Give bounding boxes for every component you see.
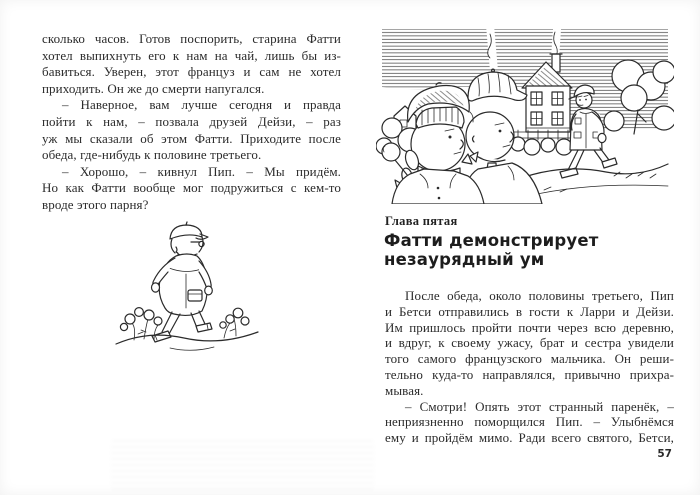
text-line: После обеда, около половины третьего, Пип — [405, 288, 674, 303]
text-line: и Бетси отправились в гости к Ларри и Дейзи. — [385, 303, 674, 319]
page-show-through — [110, 440, 375, 490]
walking-boy-illustration — [112, 218, 262, 353]
text-line: хотел выпихнуть его к нам на чай, лишь бы из- — [42, 47, 341, 63]
text-line: сколько часов. Готов поспорить, старина Фатти — [42, 31, 341, 46]
text-line: приходить. Он же до смерти напугался. — [42, 80, 265, 96]
right-text-column — [385, 288, 674, 446]
text-line: Им пришлось пройти почти через всю деревню, — [385, 319, 674, 335]
text-line: пойти к нам, – позвала друзей Дейзи, – раз — [42, 113, 341, 129]
text-line: – Наверное, вам лучше сегодня и правда — [62, 97, 341, 113]
chapter-title-line1: Фатти демонстрирует — [384, 231, 599, 250]
text-line: мывая. — [385, 382, 424, 398]
chapter-title — [384, 231, 599, 269]
text-line: вроде этого парня? — [42, 196, 149, 212]
text-line: и вдруг, к своему ужасу, брат и сестра увидели — [385, 335, 674, 351]
text-line: того самого французского мальчика. Он реши- — [385, 351, 674, 367]
text-line: обеда, где-нибудь к половине третьего. — [42, 147, 262, 163]
text-line: тельно куда-то направлялся, привычно прихра- — [385, 366, 674, 382]
text-line: – Хорошо, – кивнул Пип. – Мы придём. — [62, 163, 341, 179]
village-scene-illustration — [376, 24, 674, 204]
chapter-title-line2: незаурядный ум — [384, 250, 545, 269]
text-line: бавиться. Уверен, этот француз и сам не хотел — [42, 64, 341, 80]
left-text-column — [42, 31, 341, 214]
page-number: 57 — [657, 448, 672, 460]
text-line: ему и пройдём мимо. Ради всего святого, Бетси, — [385, 430, 674, 446]
text-line: Но как Фатти вообще мог подружиться с кем-то — [42, 180, 341, 196]
text-line: неприязненно поморщился Пип. – Улыбнёмся — [385, 414, 674, 430]
text-line: – Смотри! Опять этот странный паренёк, – — [405, 398, 674, 414]
chapter-label: Глава пятая — [385, 214, 458, 228]
text-line: уж мы сказали об этом Фатти. Приходите после — [42, 130, 341, 146]
